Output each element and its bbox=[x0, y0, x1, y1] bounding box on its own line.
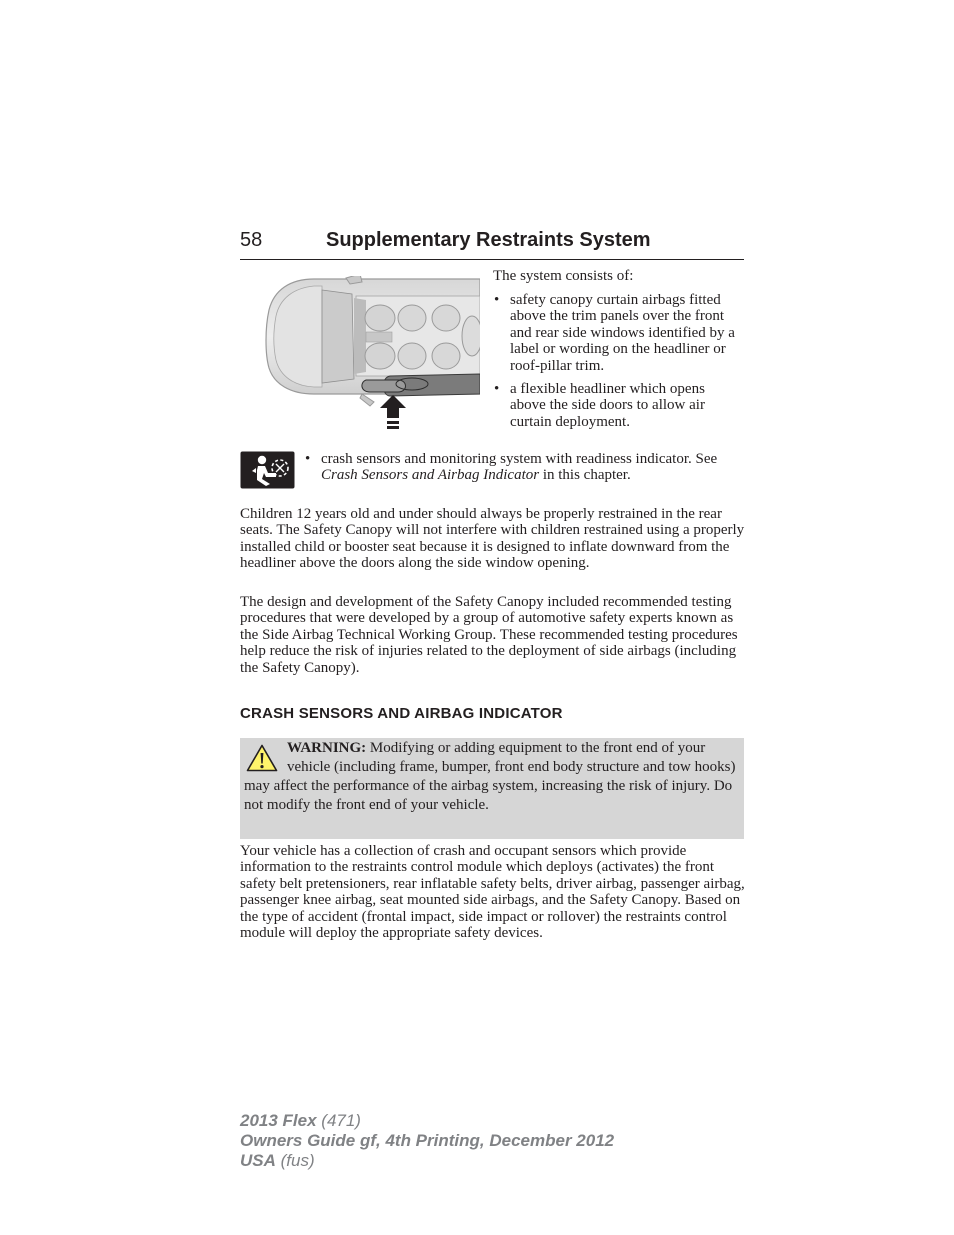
footer-model-line: 2013 Flex (471) bbox=[240, 1111, 361, 1130]
system-intro: The system consists of: bbox=[493, 268, 634, 284]
cross-reference-link[interactable]: Crash Sensors and Airbag Indicator bbox=[321, 467, 540, 484]
list-item: • safety canopy curtain airbags fitted above the trim panels over the front and rear side windows identified by a label or wording on the headliner or roof-pillar trim. bbox=[493, 292, 743, 374]
warning-box bbox=[240, 738, 744, 839]
page-header bbox=[240, 229, 744, 260]
section-title: Supplementary Restraints System bbox=[326, 229, 651, 251]
list-item: • a flexible headliner which opens above the side doors to allow air curtain deployment. bbox=[493, 381, 743, 430]
airbag-indicator-icon bbox=[240, 451, 295, 489]
crash-sensors-heading: CRASH SENSORS AND AIRBAG INDICATOR bbox=[240, 705, 563, 722]
system-components-list bbox=[493, 292, 743, 430]
page-footer bbox=[240, 1111, 614, 1171]
warning-text: WARNING: Modifying or adding equipment to the front end of your vehicle (including frame, bumper, front end body structure and tow hooks) may affect the performance of the airbag system, increasing the risk of injury. Do not modify the front end of your vehicle. bbox=[244, 740, 736, 813]
vehicle-top-view-illustration bbox=[262, 276, 480, 432]
sensors-paragraph: Your vehicle has a collection of crash and occupant sensors which provide information to the restraints control module which deploys (activates) the front safety belt pretensioners, rear inflatable safety belts, driver airbag, passenger airbag, passenger knee airbag, seat mounted side airbags, and the Safety Canopy. Based on the type of accident (frontal impact, side impact or rollover) the restraints control module will deploy the appropriate safety devices. bbox=[240, 843, 745, 942]
footer-market-line: USA (fus) bbox=[240, 1151, 315, 1170]
footer-printing-line: Owners Guide gf, 4th Printing, December 2012 bbox=[240, 1131, 615, 1150]
page-number: 58 bbox=[240, 229, 263, 251]
design-paragraph: The design and development of the Safety Canopy included recommended testing procedures that were developed by a group of automotive safety experts known as the Side Airbag Technical Working Group. These recommended testing procedures help reduce the risk of injuries related to the deployment of side airbags (including the Safety Canopy). bbox=[240, 594, 738, 676]
children-paragraph: Children 12 years old and under should always be properly restrained in the rear seats. The Safety Canopy will not interfere with children restrained using a properly installed child or booster seat because it is designed to inflate downward from the headliner above the doors along the side window opening. bbox=[240, 506, 745, 572]
sensors-list bbox=[304, 451, 744, 484]
list-item: • crash sensors and monitoring system with readiness indicator. See Crash Sensors and Airbag Indicator in this chapter. bbox=[304, 451, 744, 484]
warning-label: WARNING: bbox=[287, 740, 367, 756]
